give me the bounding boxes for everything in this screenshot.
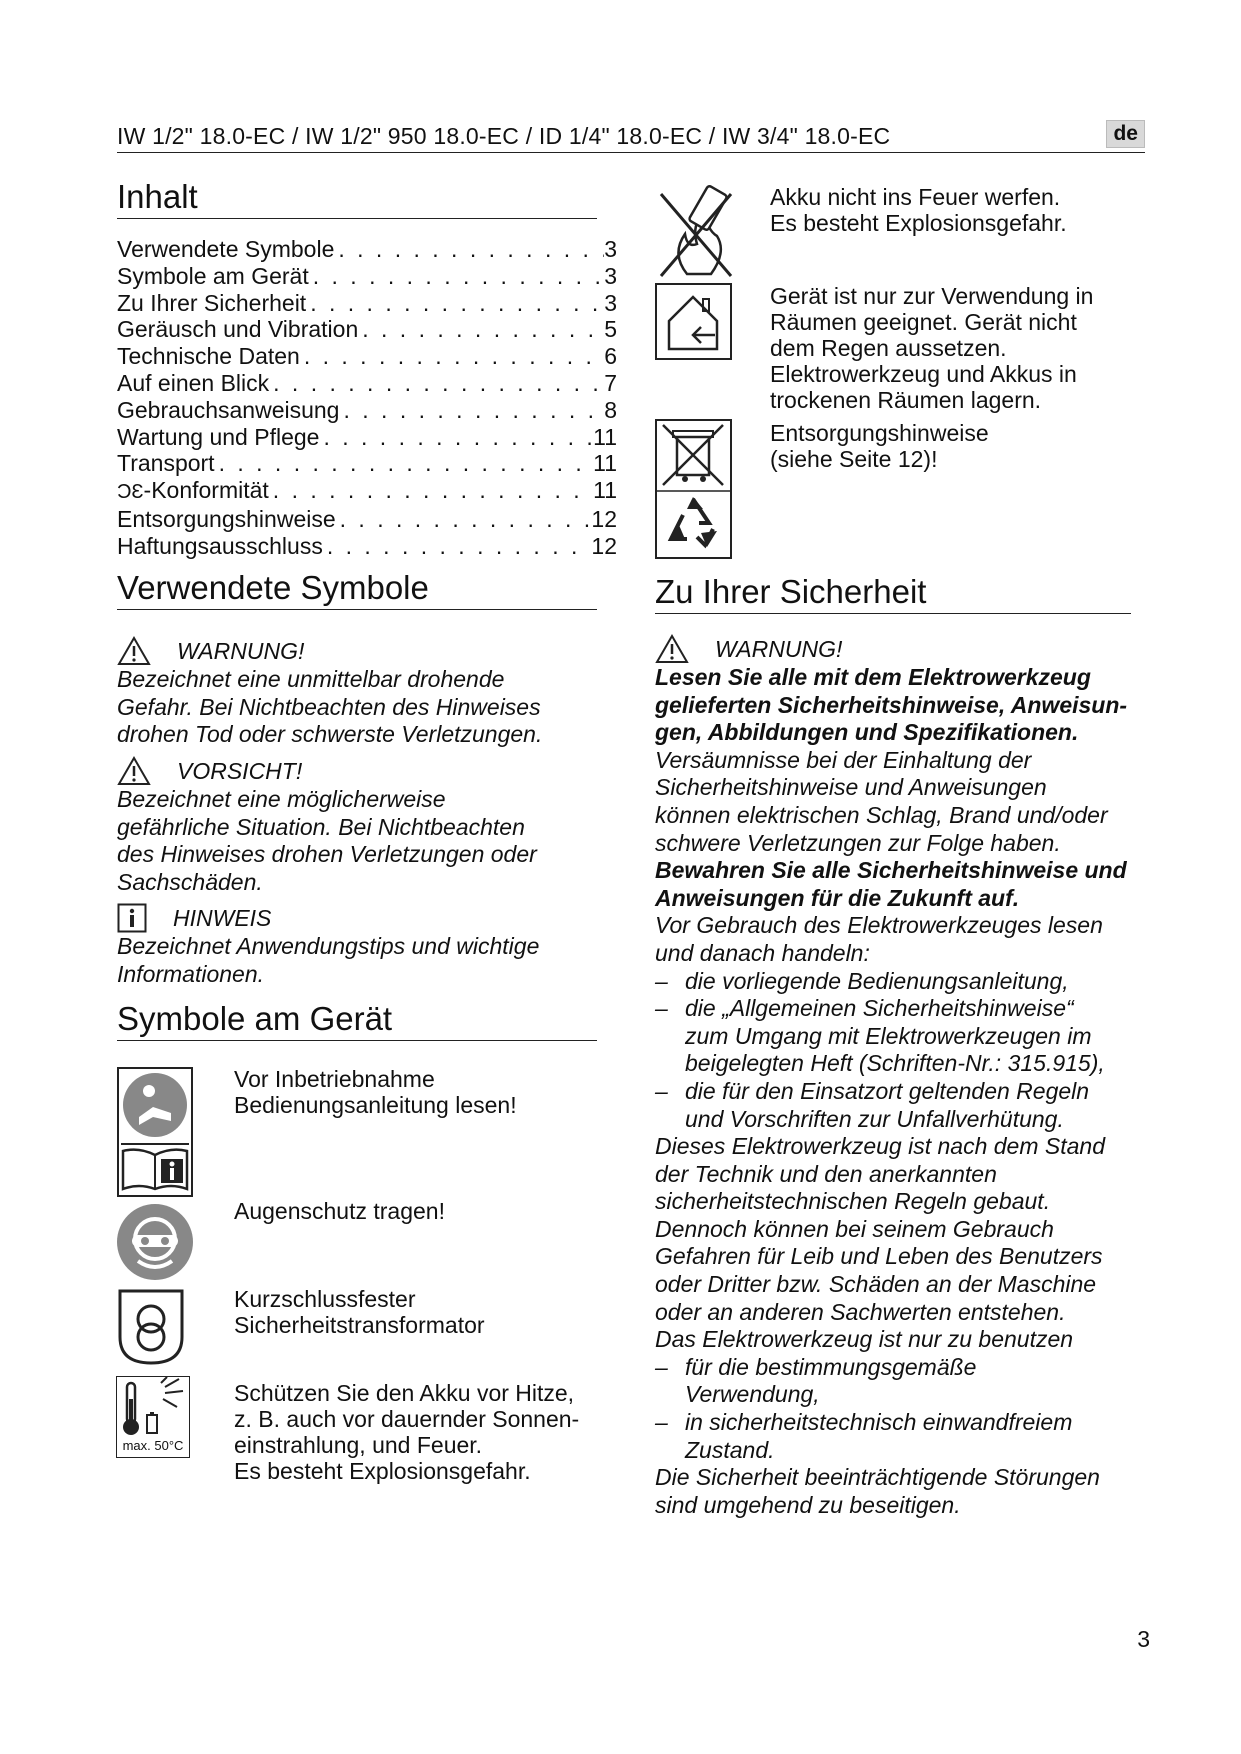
- text-line: z. B. auch vor dauernder Sonnen-: [234, 1406, 580, 1432]
- toc-entry-label: [117, 424, 319, 451]
- note-head: [117, 903, 617, 933]
- toc-leader-dots: [323, 533, 592, 560]
- text-line: Gefahr. Bei Nichtbeachten des Hinweises: [117, 693, 541, 720]
- toc-entry[interactable]: [117, 424, 617, 451]
- list-item: – die vorliegende Bedienungsanleitung,: [655, 967, 1069, 994]
- toc-entry-label: [117, 477, 269, 506]
- toc-entry-text: Transport: [117, 450, 215, 477]
- text-line: sind umgehend zu beseitigen.: [655, 1491, 961, 1518]
- warning-block: [117, 636, 617, 749]
- text-line: und Vorschriften zur Unfallverhütung.: [685, 1105, 1064, 1132]
- toc-entry[interactable]: [117, 316, 617, 343]
- text-line: Gefahren für Leib und Leben des Benutzers: [655, 1243, 1103, 1270]
- note-block: [117, 903, 617, 988]
- toc-leader-dots: [319, 424, 593, 451]
- eye-protection-icon: [116, 1203, 194, 1281]
- disposal-icon: [655, 419, 732, 559]
- toc-entry-label: [117, 450, 215, 477]
- list-item: – die „Allgemeinen Sicherheitshinweise“ zum Umgang mit Elektrowerkzeugen im beigelegten Heft (Schriften-Nr.: 315.915),: [655, 995, 1105, 1077]
- no-fire-icon: [657, 182, 735, 282]
- toc-entry-text: Geräusch und Vibration: [117, 316, 359, 343]
- text-line: Es besteht Explosionsgefahr.: [770, 210, 1067, 236]
- text-line: Verwendung,: [685, 1381, 820, 1408]
- text-line: drohen Tod oder schwerste Verletzungen.: [117, 721, 543, 748]
- toc-entry-text: Technische Daten: [117, 343, 300, 370]
- text-line: des Hinweises drohen Verletzungen oder: [117, 841, 537, 868]
- text-line: zum Umgang mit Elektrowerkzeugen im: [685, 1022, 1092, 1049]
- toc-entry-page: 11: [593, 450, 617, 477]
- warning-label: WARNUNG!: [177, 637, 305, 664]
- toc-entry-label: [117, 316, 358, 343]
- caution-description: [117, 786, 617, 896]
- toc-entry-page: 11: [593, 477, 617, 504]
- toc-entry-text: Wartung und Pflege: [117, 423, 320, 450]
- text-line: die für den Einsatzort geltenden Regeln: [685, 1077, 1090, 1104]
- info-icon: [117, 903, 147, 933]
- toc-entry-page: 7: [604, 369, 617, 396]
- text-line: Informationen.: [117, 960, 265, 987]
- toc-entry[interactable]: [117, 263, 617, 290]
- toc-entry-label: [117, 263, 309, 290]
- text-line: dem Regen aussetzen.: [770, 335, 1007, 361]
- note-description: [117, 933, 617, 988]
- text-line: Kurzschlussfester: [234, 1286, 416, 1312]
- toc-leader-dots: [300, 343, 604, 370]
- toc-entry-page: 3: [604, 236, 617, 262]
- toc-entry-text: Zu Ihrer Sicherheit: [117, 289, 307, 316]
- safety-block: [655, 634, 1155, 1519]
- note-label: HINWEIS: [173, 904, 272, 931]
- toc-leader-dots: [339, 397, 604, 424]
- list-item: – die für den Einsatzort geltenden Regeln und Vorschriften zur Unfallverhütung.: [655, 1077, 1090, 1132]
- page-header: [117, 120, 1145, 153]
- text-line: Schützen Sie den Akku vor Hitze,: [234, 1380, 575, 1406]
- text-line: Gerät ist nur zur Verwendung in: [770, 283, 1094, 309]
- toc-entry[interactable]: [117, 236, 617, 263]
- toc-entry-page: 8: [604, 396, 617, 423]
- list-item: – in sicherheitstechnisch einwandfreiem Zustand.: [655, 1409, 1073, 1463]
- text-line: einstrahlung, und Feuer.: [234, 1432, 483, 1458]
- warning-triangle-icon: [655, 634, 689, 664]
- toc-entry-label: [117, 290, 306, 317]
- toc-leader-dots: [309, 263, 604, 290]
- toc-entry-page: 12: [591, 505, 617, 532]
- text-line: Sachschäden.: [117, 868, 263, 895]
- header-title: IW 1/2" 18.0-EC / IW 1/2" 950 18.0-EC / ID 1/4" 18.0-EC / IW 3/4" 18.0-EC: [117, 123, 891, 149]
- toc-entry-page: 12: [591, 532, 617, 559]
- warning-triangle-icon: [117, 636, 151, 666]
- text-line: Es besteht Explosionsgefahr.: [234, 1458, 531, 1484]
- toc-leader-dots: [336, 506, 592, 533]
- text-line: Dieses Elektrowerkzeug ist nach dem Stand: [655, 1133, 1105, 1160]
- toc-entry-text: -Konformität: [143, 477, 269, 504]
- toc-leader-dots: [306, 290, 604, 317]
- text-line: Vor Inbetriebnahme: [234, 1066, 435, 1092]
- text-line: trockenen Räumen lagern.: [770, 387, 1042, 413]
- text-line: (siehe Seite 12)!: [770, 446, 938, 472]
- text-line: und danach handeln:: [655, 939, 870, 966]
- toc-entry[interactable]: [117, 506, 617, 533]
- toc-entry-label: [117, 370, 269, 397]
- text-line: können elektrischen Schlag, Brand und/oder: [655, 801, 1108, 828]
- text-line: Zustand.: [685, 1436, 775, 1463]
- toc-entry-page: 11: [593, 423, 617, 450]
- indoor-use-text: [770, 283, 1093, 413]
- toc-leader-dots: [269, 477, 593, 506]
- text-line: Sicherheitstransformator: [234, 1312, 485, 1338]
- toc-entry[interactable]: [117, 370, 617, 397]
- safety-heading: Zu Ihrer Sicherheit: [655, 573, 1131, 614]
- toc-heading: Inhalt: [117, 178, 597, 219]
- text-line: die vorliegende Bedienungsanleitung,: [685, 967, 1069, 994]
- text-line: Akku nicht ins Feuer werfen.: [770, 184, 1061, 210]
- text-line: beigelegten Heft (Schriften-Nr.: 315.915),: [685, 1050, 1105, 1077]
- text-line: Bedienungsanleitung lesen!: [234, 1092, 517, 1118]
- safety-warning-head: [655, 634, 1155, 664]
- text-line: Räumen geeignet. Gerät nicht: [770, 309, 1077, 335]
- list-item: – für die bestimmungsgemäße Verwendung,: [655, 1353, 977, 1408]
- safety-warning-label: WARNUNG!: [715, 635, 843, 662]
- text-line: Vor Gebrauch des Elektrowerkzeuges lesen: [655, 912, 1103, 939]
- toc-entry-text: Gebrauchsanweisung: [117, 396, 340, 423]
- toc-entry-label: [117, 343, 300, 370]
- toc-entry[interactable]: [117, 450, 617, 477]
- heat-warning-text: [234, 1380, 579, 1484]
- text-line: für die bestimmungsgemäße: [685, 1353, 977, 1380]
- text-line: Dennoch können bei seinem Gebrauch: [655, 1215, 1054, 1242]
- text-line: Bewahren Sie alle Sicherheitshinweise und: [655, 857, 1127, 884]
- toc-entry-label: [117, 236, 334, 263]
- read-manual-icon: [117, 1067, 193, 1197]
- toc-entry[interactable]: [117, 397, 617, 424]
- toc-entry-page: 5: [604, 316, 617, 343]
- text-line: die „Allgemeinen Sicherheitshinweise“: [685, 995, 1074, 1022]
- toc-entry-text: Entsorgungshinweise: [117, 505, 336, 532]
- toc-entry-text: Symbole am Gerät: [117, 262, 309, 289]
- caution-head: [117, 756, 617, 786]
- text-line: gefährliche Situation. Bei Nichtbeachten: [117, 813, 525, 840]
- toc-entry-label: [117, 397, 339, 424]
- text-line: Bezeichnet Anwendungstips und wichtige: [117, 933, 540, 959]
- toc-entry-label: [117, 506, 336, 533]
- toc-entry-text: Verwendete Symbole: [117, 236, 335, 262]
- toc-leader-dots: [358, 316, 604, 343]
- text-line: Lesen Sie alle mit dem Elektrowerkzeug: [655, 664, 1091, 690]
- used-symbols-heading: Verwendete Symbole: [117, 569, 597, 610]
- caution-triangle-icon: [117, 756, 151, 786]
- heat-warning-icon: [116, 1376, 190, 1458]
- text-line: Die Sicherheit beeinträchtigende Störungen: [655, 1464, 1100, 1491]
- ce-mark-icon: ƆƐ: [117, 481, 144, 504]
- text-line: der Technik und den anerkannten: [655, 1160, 997, 1187]
- toc-entry-page: 3: [604, 262, 617, 289]
- toc-entry-text: Haftungsausschluss: [117, 532, 323, 559]
- toc-entry[interactable]: [117, 290, 617, 317]
- text-line: sicherheitstechnischen Regeln gebaut.: [655, 1188, 1051, 1215]
- warning-head: [117, 636, 617, 666]
- table-of-contents: [117, 236, 617, 560]
- text-line: Elektrowerkzeug und Akkus in: [770, 361, 1077, 387]
- toc-entry[interactable]: [117, 343, 617, 370]
- caution-block: [117, 756, 617, 896]
- text-line: Bezeichnet eine unmittelbar drohende: [117, 666, 505, 692]
- text-line: Bezeichnet eine möglicherweise: [117, 786, 446, 812]
- text-line: Anweisungen für die Zukunft auf.: [655, 884, 1020, 911]
- warning-description: [117, 666, 617, 749]
- disposal-text: [770, 420, 989, 472]
- text-line: Das Elektrowerkzeug ist nur zu benutzen: [655, 1326, 1074, 1353]
- eye-protection-text: Augenschutz tragen!: [234, 1198, 445, 1224]
- transformer-icon: [116, 1287, 186, 1367]
- toc-entry[interactable]: [117, 533, 617, 560]
- toc-entry-page: 3: [604, 289, 617, 316]
- caution-label: VORSICHT!: [177, 757, 303, 784]
- language-badge: de: [1106, 120, 1145, 148]
- toc-leader-dots: [215, 450, 594, 477]
- toc-entry-text: Auf einen Blick: [117, 369, 270, 396]
- toc-leader-dots: [269, 370, 604, 397]
- text-line: Entsorgungshinweise: [770, 420, 989, 446]
- page-number: 3: [1137, 1626, 1150, 1652]
- text-line: oder an anderen Sachwerten entstehen.: [655, 1298, 1066, 1325]
- toc-leader-dots: [334, 236, 604, 263]
- text-line: schwere Verletzungen zur Folge haben.: [655, 829, 1061, 856]
- toc-entry-label: [117, 533, 323, 560]
- toc-entry-page: 6: [604, 343, 617, 370]
- text-line: gelieferten Sicherheitshinweise, Anweisun-: [655, 691, 1128, 718]
- read-manual-text: [234, 1066, 517, 1118]
- device-symbols-heading: Symbole am Gerät: [117, 1000, 597, 1041]
- text-line: Versäumnisse bei der Einhaltung der: [655, 746, 1032, 773]
- heat-icon-label: max. 50°C: [122, 1438, 184, 1453]
- transformer-text: [234, 1286, 485, 1338]
- text-line: gen, Abbildungen und Spezifikationen.: [655, 719, 1079, 746]
- indoor-use-icon: [655, 283, 732, 360]
- toc-entry[interactable]: [117, 477, 617, 506]
- text-line: in sicherheitstechnisch einwandfreiem: [685, 1409, 1073, 1436]
- text-line: Sicherheitshinweise und Anweisungen: [655, 774, 1047, 801]
- safety-text: [655, 664, 1155, 1519]
- text-line: oder Dritter bzw. Schäden an der Maschine: [655, 1271, 1097, 1298]
- no-fire-text: [770, 184, 1067, 236]
